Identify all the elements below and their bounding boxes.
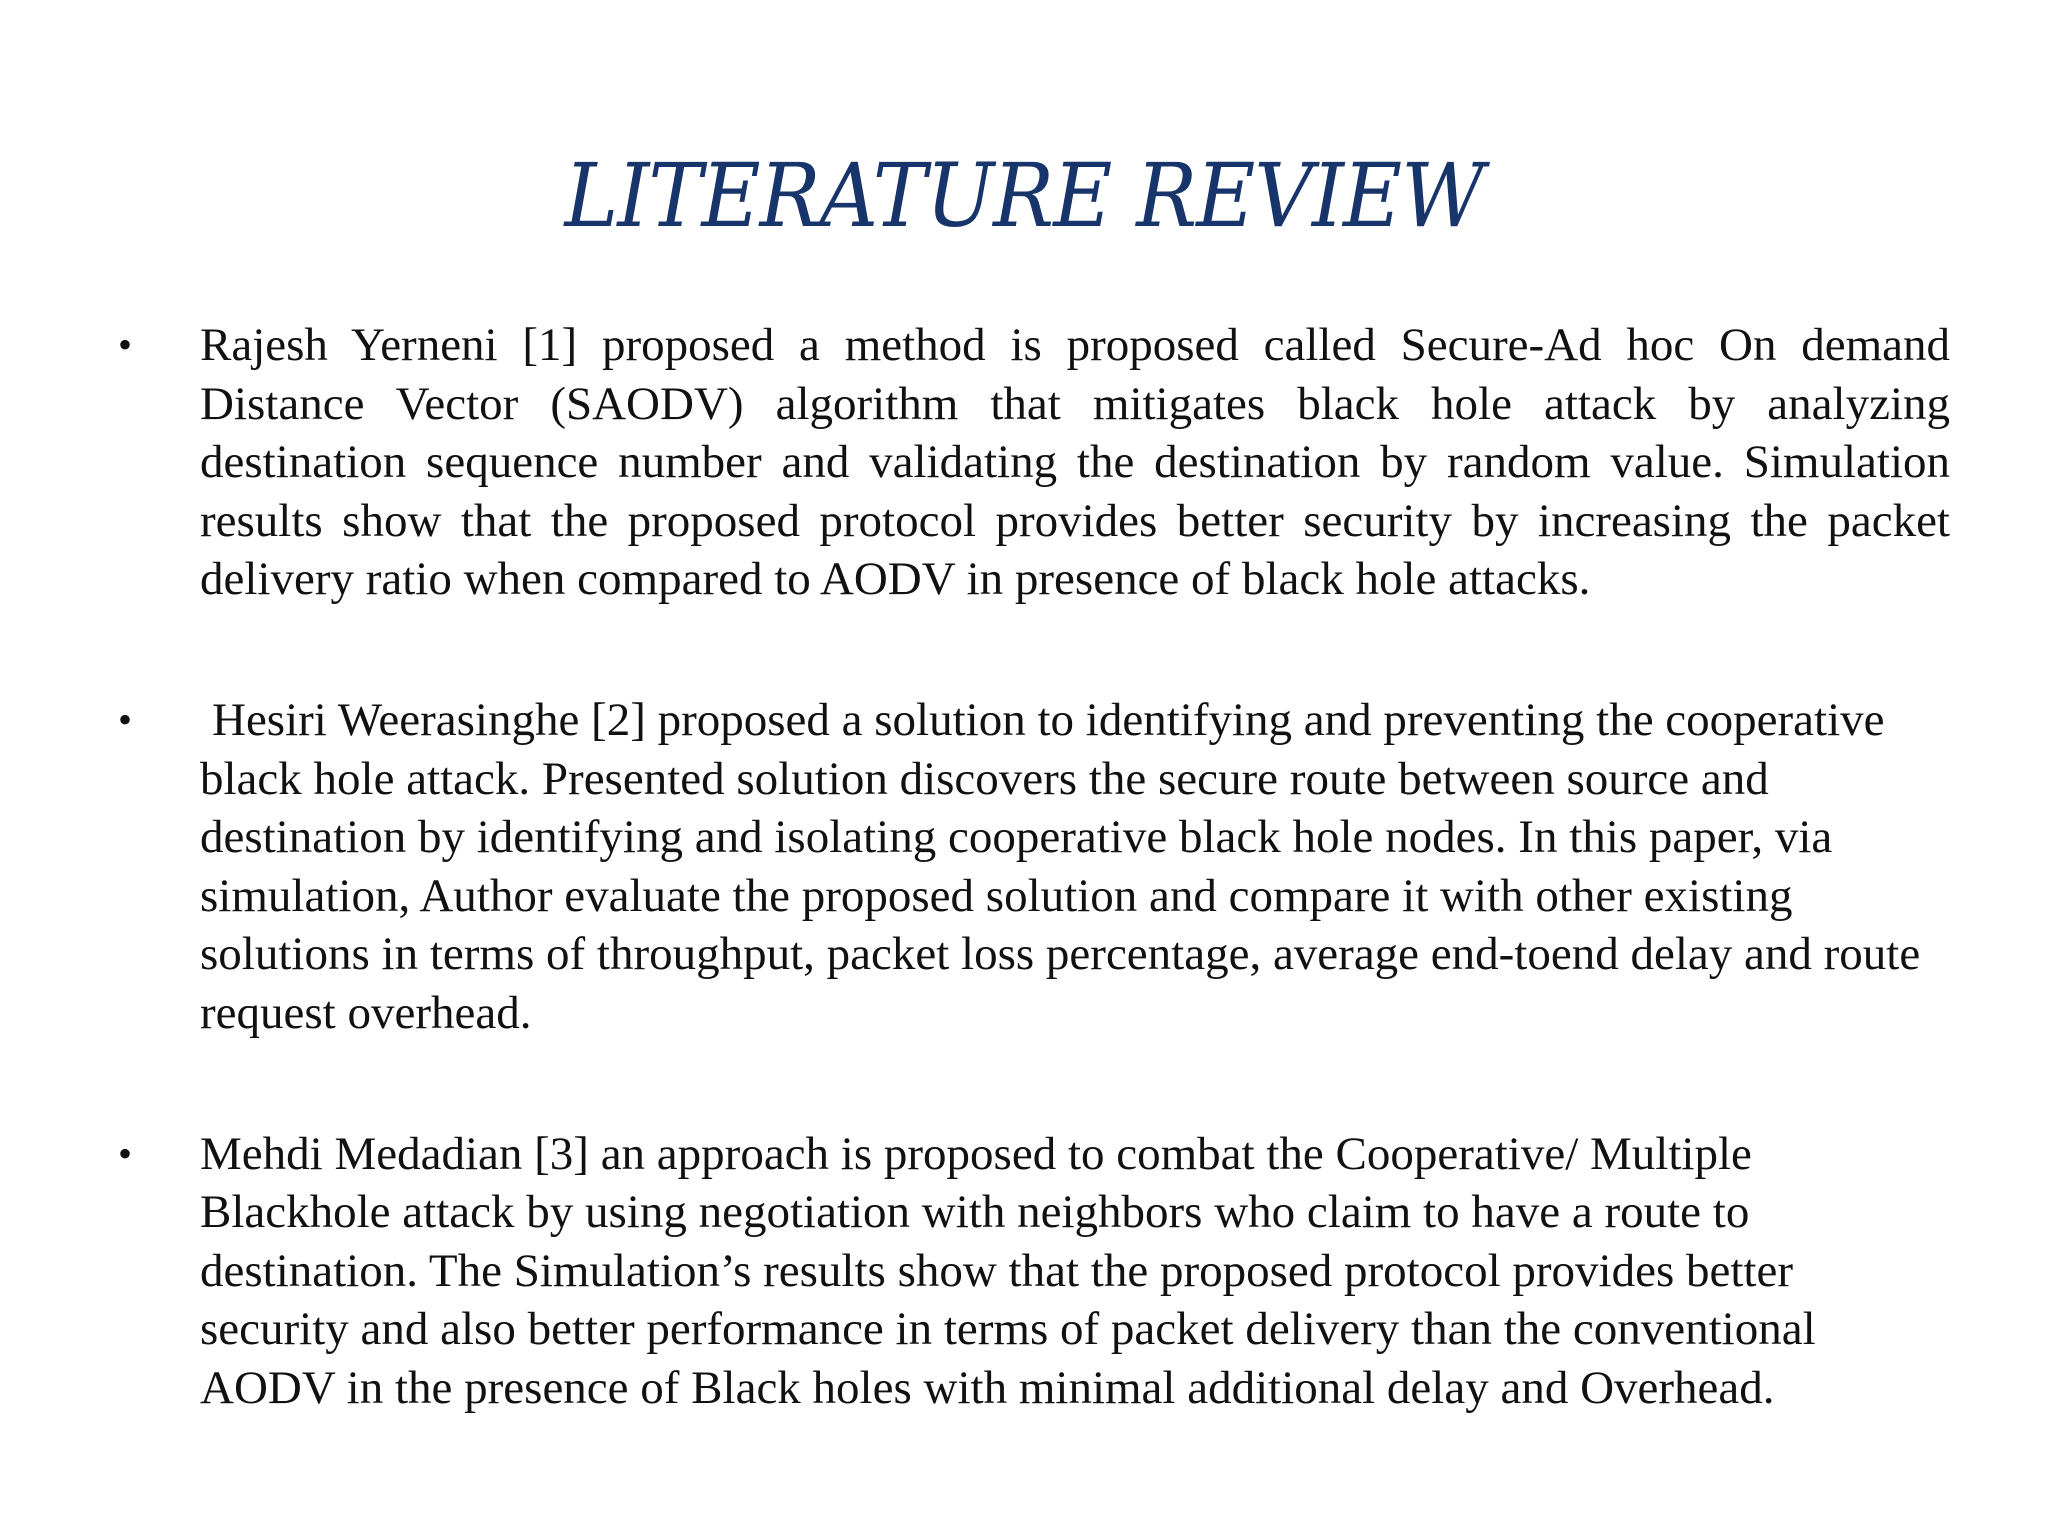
bullet-item-weerasinghe xyxy=(110,691,1950,1043)
bullet-icon: • xyxy=(118,696,133,742)
bullet-icon: • xyxy=(118,1130,133,1176)
bullet-text-medadian: Mehdi Medadian [3] an approach is proposed to combat the Cooperative/ Multiple Blackhole attack by using negotiation with neighbors who claim to have a route to destination. The Simulation’s results show that the proposed protocol provides better security and also better performance in terms of packet delivery than the conventional AODV in the presence of Black holes with minimal additional delay and Overhead. xyxy=(200,1127,1816,1414)
bullet-item-yerneni xyxy=(110,316,1950,609)
bullet-text-yerneni: Rajesh Yerneni [1] proposed a method is proposed called Secure-Ad hoc On demand Distance Vector (SAODV) algorithm that mitigates black hole attack by analyzing destination sequence number and validating the destination by random value. Simulation results show that the proposed protocol provides better security by increasing the packet delivery ratio when compared to AODV in presence of black hole attacks. xyxy=(200,319,1950,606)
bullet-item-medadian xyxy=(110,1125,1950,1418)
literature-bullet-list xyxy=(110,316,1950,1418)
slide-title: LITERATURE REVIEW xyxy=(564,144,1484,247)
bullet-text-weerasinghe: Hesiri Weerasinghe [2] proposed a solution to identifying and preventing the cooperative black hole attack. Presented solution discovers the secure route between source and destination by identifying and isolating cooperative black hole nodes. In this paper, via simulation, Author evaluate the proposed solution and compare it with other existing solutions in terms of throughput, packet loss percentage, average end-toend delay and route request overhead. xyxy=(200,693,1921,1039)
bullet-icon: • xyxy=(118,322,133,367)
